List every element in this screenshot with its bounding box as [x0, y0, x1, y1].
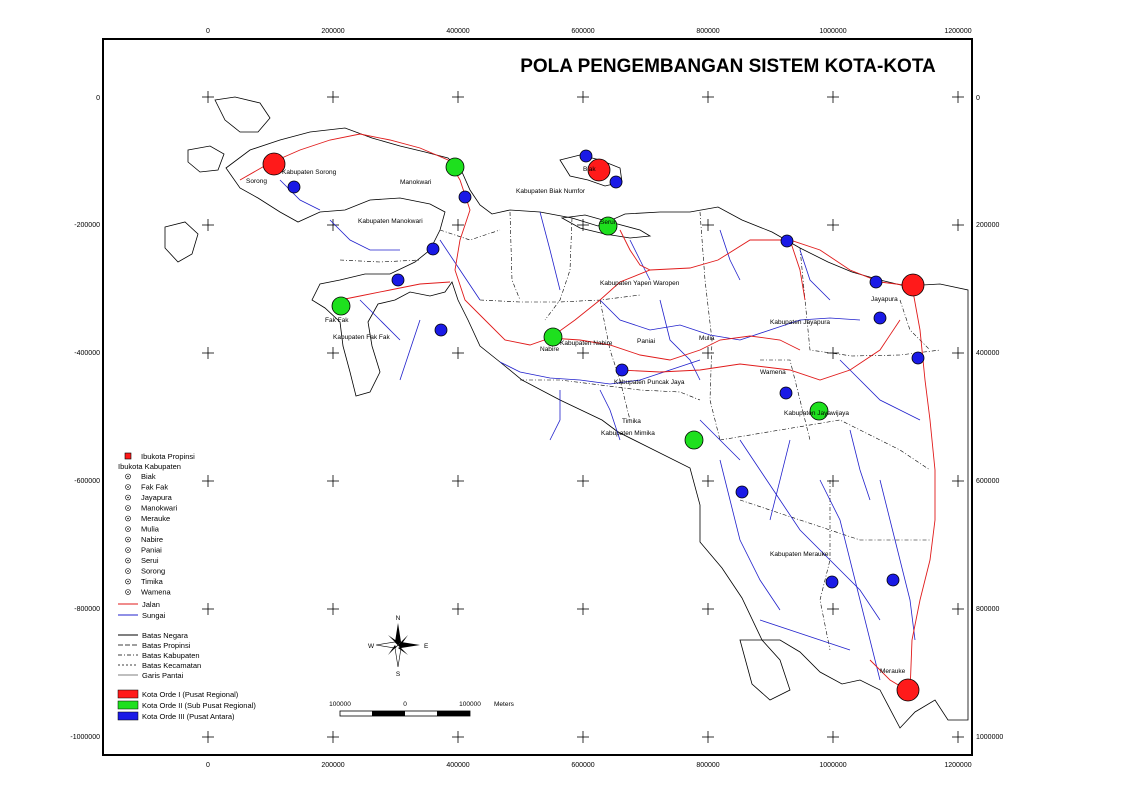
place-label: Kabupaten Nabire: [560, 340, 613, 347]
y-tick-right-label: 600000: [976, 478, 1000, 485]
place-label: Kabupaten Yapen Waropen: [600, 280, 680, 287]
y-tick-right-label: 800000: [976, 606, 1000, 613]
city-order3-marker[interactable]: [781, 235, 793, 247]
place-label: Timika: [622, 418, 641, 425]
kabupaten-symbol-dot: [127, 507, 129, 509]
scale-right-label: 100000: [459, 701, 481, 708]
legend-ibukota-kabupaten: Ibukota Kabupaten: [118, 462, 181, 471]
place-label: Manokwari: [400, 179, 432, 186]
place-label: Kabupaten Puncak Jaya: [614, 379, 685, 386]
city-order2-marker[interactable]: [332, 297, 350, 315]
x-tick-top-label: 0: [206, 28, 210, 35]
city-order3-marker[interactable]: [427, 243, 439, 255]
legend-propinsi-swatch: [125, 453, 131, 459]
kabupaten-symbol-dot: [127, 591, 129, 593]
place-label: Paniai: [637, 338, 656, 345]
place-label: Fak Fak: [325, 317, 349, 324]
legend-kabupaten-item: Wamena: [141, 587, 171, 597]
legend-batas-kecamatan: Batas Kecamatan: [142, 661, 202, 670]
legend-order1: Kota Orde I (Pusat Regional): [142, 690, 239, 699]
scale-mid-label: 0: [403, 701, 407, 708]
y-tick-left-label: 0: [96, 95, 100, 102]
x-tick-bottom-label: 600000: [571, 762, 595, 769]
x-tick-top-label: 200000: [321, 28, 345, 35]
kabupaten-symbol-dot: [127, 570, 129, 572]
compass-n: N: [395, 615, 401, 622]
legend-garis-pantai: Garis Pantai: [142, 671, 184, 680]
x-tick-top-label: 800000: [696, 28, 720, 35]
place-label: Serui: [600, 219, 616, 226]
legend-kabupaten-item: Mulia: [141, 524, 159, 534]
x-tick-top-label: 1200000: [944, 28, 972, 35]
x-axis-bottom: [206, 762, 972, 769]
city-order3-marker[interactable]: [874, 312, 886, 324]
place-label: Nabire: [540, 346, 560, 353]
place-label: Kabupaten Sorong: [282, 169, 337, 176]
y-tick-right-label: 1000000: [976, 734, 1004, 741]
city-order3-marker[interactable]: [736, 486, 748, 498]
city-order2-marker[interactable]: [446, 158, 464, 176]
city-order3-marker[interactable]: [392, 274, 404, 286]
city-order3-marker[interactable]: [459, 191, 471, 203]
y-tick-right-label: 0: [976, 95, 980, 102]
city-order3-marker[interactable]: [435, 324, 447, 336]
legend-batas-kabupaten: Batas Kabupaten: [142, 651, 200, 660]
compass-e: E: [424, 643, 429, 650]
city-order3-marker[interactable]: [288, 181, 300, 193]
legend-kabupaten-item: Merauke: [141, 514, 171, 523]
legend-kabupaten-item: Paniai: [141, 545, 162, 555]
map-title: POLA PENGEMBANGAN SISTEM KOTA-KOTA: [520, 56, 936, 77]
place-label: Wamena: [760, 369, 786, 376]
city-order3-marker[interactable]: [826, 576, 838, 588]
city-order3-marker[interactable]: [912, 352, 924, 364]
legend-order1-swatch: [118, 690, 138, 698]
place-label: Sorong: [246, 178, 267, 185]
x-tick-bottom-label: 0: [206, 762, 210, 769]
x-tick-bottom-label: 1000000: [819, 762, 847, 769]
kabupaten-symbol-dot: [127, 518, 129, 520]
legend-kabupaten-item: Manokwari: [141, 503, 178, 513]
y-tick-left-label: -400000: [74, 350, 100, 357]
place-label: Biak: [583, 166, 596, 173]
scale-left-label: 100000: [329, 701, 351, 708]
legend-sungai: Sungai: [142, 611, 166, 620]
x-tick-top-label: 400000: [446, 28, 470, 35]
city-order3-marker[interactable]: [780, 387, 792, 399]
y-tick-left-label: -800000: [74, 606, 100, 613]
y-tick-left-label: -600000: [74, 478, 100, 485]
legend-order2-swatch: [118, 701, 138, 709]
legend-kabupaten-item: Nabire: [141, 535, 164, 544]
y-tick-left-label: -200000: [74, 222, 100, 229]
city-order1-marker[interactable]: [897, 679, 919, 701]
legend-jalan: Jalan: [142, 600, 160, 609]
city-order3-marker[interactable]: [580, 150, 592, 162]
place-label: Kabupaten Mimika: [601, 430, 655, 437]
kabupaten-symbol-dot: [127, 549, 129, 551]
compass-w: W: [368, 643, 375, 650]
place-label: Kabupaten Jayawijaya: [784, 410, 850, 417]
legend-kabupaten-item: Sorong: [141, 566, 166, 576]
place-label: Merauke: [880, 668, 906, 675]
place-label: Kabupaten Jayapura: [770, 319, 830, 326]
place-label: Kabupaten Fak Fak: [333, 334, 390, 341]
legend-ibukota-propinsi: Ibukota Propinsi: [141, 452, 195, 461]
legend-kabupaten-item: Fak Fak: [141, 482, 169, 492]
x-tick-top-label: 600000: [571, 28, 595, 35]
kabupaten-symbol-dot: [127, 497, 129, 499]
kabupaten-symbol-dot: [127, 528, 129, 530]
city-order3-marker[interactable]: [870, 276, 882, 288]
place-label: Mulia: [699, 335, 715, 342]
compass-s: S: [395, 671, 401, 678]
kabupaten-symbol-dot: [127, 539, 129, 541]
legend-order3: Kota Orde III (Pusat Antara): [142, 712, 235, 721]
y-tick-right-label: 200000: [976, 222, 1000, 229]
y-axis-left: [70, 95, 100, 741]
y-tick-right-label: 400000: [976, 350, 1000, 357]
kabupaten-symbol-dot: [127, 560, 129, 562]
scale-unit-label: Meters: [494, 701, 514, 708]
legend-batas-negara: Batas Negara: [142, 631, 188, 640]
x-axis-top: [206, 28, 972, 35]
city-order3-marker[interactable]: [616, 364, 628, 376]
x-tick-bottom-label: 800000: [696, 762, 720, 769]
y-tick-left-label: -1000000: [70, 734, 100, 741]
legend-batas-propinsi: Batas Propinsi: [142, 641, 191, 650]
legend-kabupaten-item: Jayapura: [141, 493, 172, 502]
x-tick-bottom-label: 200000: [321, 762, 345, 769]
city-order2-marker[interactable]: [685, 431, 703, 449]
legend-kabupaten-item: Timika: [141, 577, 163, 586]
x-tick-bottom-label: 1200000: [944, 762, 972, 769]
x-tick-bottom-label: 400000: [446, 762, 470, 769]
kabupaten-symbol-dot: [127, 581, 129, 583]
x-tick-top-label: 1000000: [819, 28, 847, 35]
kabupaten-symbol-dot: [127, 486, 129, 488]
legend-kabupaten-item: Biak: [141, 472, 156, 481]
place-label: Kabupaten Manokwari: [358, 218, 423, 225]
city-order3-marker[interactable]: [887, 574, 899, 586]
city-order3-marker[interactable]: [610, 176, 622, 188]
place-label: Kabupaten Merauke: [770, 551, 829, 558]
place-label: Jayapura: [871, 296, 898, 303]
legend-kabupaten-item: Serui: [141, 556, 159, 565]
y-axis-right: [976, 95, 1003, 741]
legend-order2: Kota Orde II (Sub Pusat Regional): [142, 701, 256, 710]
legend-order3-swatch: [118, 712, 138, 720]
kabupaten-symbol-dot: [127, 476, 129, 478]
place-label: Kabupaten Biak Numfor: [516, 188, 586, 195]
city-order1-marker[interactable]: [902, 274, 924, 296]
